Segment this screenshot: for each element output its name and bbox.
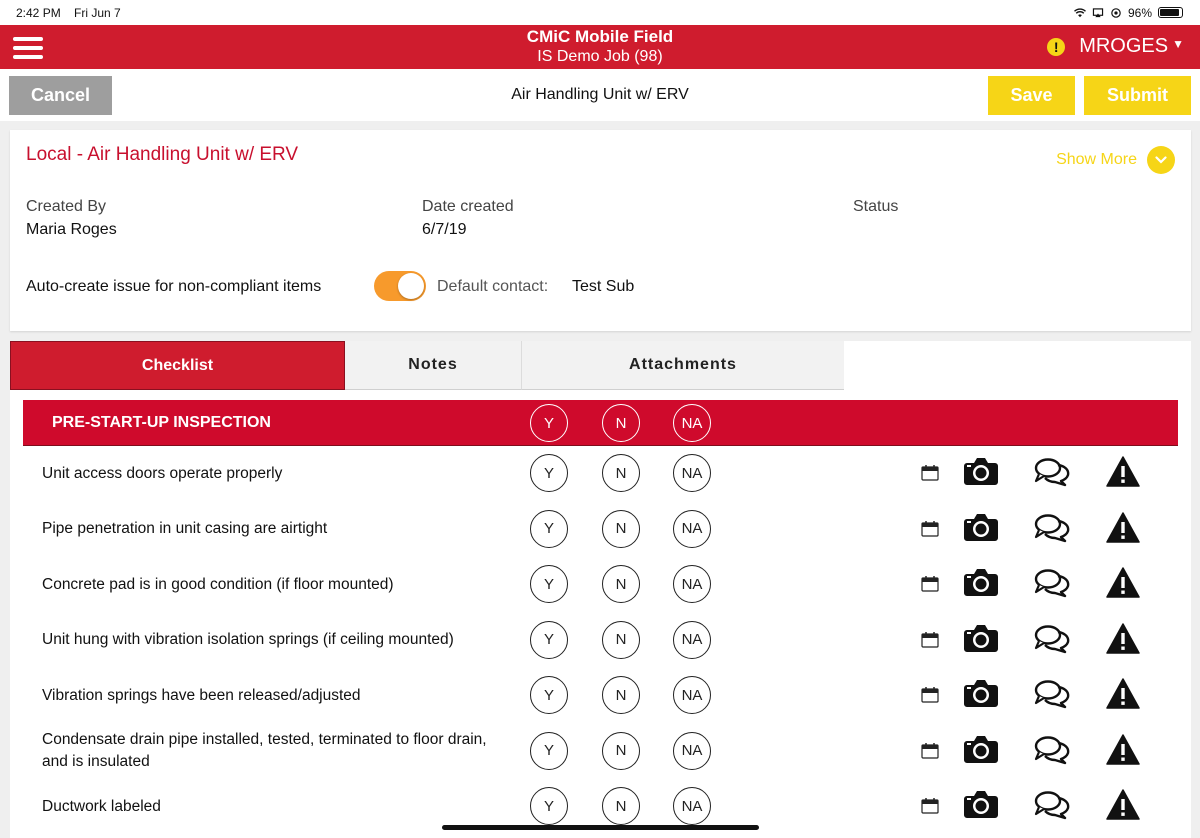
camera-icon[interactable] xyxy=(963,678,999,713)
app-title: CMiC Mobile Field xyxy=(526,27,674,46)
save-button[interactable]: Save xyxy=(988,76,1075,115)
toggle-knob xyxy=(398,273,424,299)
checklist-item-label: Pipe penetration in unit casing are airtight xyxy=(42,520,328,537)
section-yes-all-button[interactable]: Y xyxy=(530,404,568,442)
form-title: Air Handling Unit w/ ERV xyxy=(511,86,689,103)
tab-attachments[interactable]: Attachments xyxy=(522,341,844,390)
status-date: Fri Jun 7 xyxy=(74,5,121,20)
na-button[interactable]: NA xyxy=(673,676,711,714)
warning-icon[interactable] xyxy=(1106,456,1140,492)
auto-create-label: Auto-create issue for non-compliant items xyxy=(26,278,322,295)
warning-icon[interactable] xyxy=(1106,567,1140,603)
comments-icon[interactable] xyxy=(1034,735,1070,770)
na-button[interactable]: NA xyxy=(673,454,711,492)
calendar-icon[interactable] xyxy=(921,520,939,542)
yes-button[interactable]: Y xyxy=(530,621,568,659)
status-label: Status xyxy=(853,198,899,215)
warning-icon[interactable] xyxy=(1106,678,1140,714)
checklist-row xyxy=(10,668,1191,723)
no-button[interactable]: N xyxy=(602,732,640,770)
no-button[interactable]: N xyxy=(602,787,640,825)
no-button[interactable]: N xyxy=(602,565,640,603)
app-header xyxy=(0,25,1200,69)
show-more-label[interactable]: Show More xyxy=(1056,151,1137,168)
no-button[interactable]: N xyxy=(602,510,640,548)
checklist-row xyxy=(10,724,1191,779)
calendar-icon[interactable] xyxy=(921,686,939,708)
checklist-row xyxy=(10,613,1191,668)
date-created-label: Date created xyxy=(422,198,514,215)
na-button[interactable]: NA xyxy=(673,621,711,659)
checklist-item-label: Unit hung with vibration isolation springs (if ceiling mounted) xyxy=(42,631,454,648)
yes-button[interactable]: Y xyxy=(530,787,568,825)
checklist-item-label: Unit access doors operate properly xyxy=(42,464,283,482)
header-title-block xyxy=(0,27,1200,67)
checklist-item-label: Ductwork labeled xyxy=(42,797,161,815)
comments-icon[interactable] xyxy=(1034,790,1070,825)
caret-down-icon[interactable]: ▼ xyxy=(1172,36,1184,51)
job-name: IS Demo Job (98) xyxy=(537,48,663,65)
yes-button[interactable]: Y xyxy=(530,565,568,603)
tab-notes[interactable]: Notes xyxy=(345,341,522,390)
camera-icon[interactable] xyxy=(963,567,999,602)
submit-button[interactable]: Submit xyxy=(1084,76,1191,115)
na-button[interactable]: NA xyxy=(673,565,711,603)
user-menu[interactable] xyxy=(1047,35,1184,58)
alert-icon[interactable]: ! xyxy=(1047,38,1065,56)
na-button[interactable]: NA xyxy=(673,732,711,770)
default-contact-label: Default contact: xyxy=(437,278,549,295)
calendar-icon[interactable] xyxy=(921,575,939,597)
auto-create-toggle[interactable] xyxy=(374,271,426,301)
camera-icon[interactable] xyxy=(963,512,999,547)
camera-icon[interactable] xyxy=(963,623,999,658)
na-button[interactable]: NA xyxy=(673,510,711,548)
created-by-value: Maria Roges xyxy=(26,221,117,238)
created-by-label: Created By xyxy=(26,198,107,215)
comments-icon[interactable] xyxy=(1034,568,1070,603)
checklist-item-label: Condensate drain pipe installed, tested, terminated to floor drain, and is insulated xyxy=(42,731,487,770)
checklist-title: Local - Air Handling Unit w/ ERV xyxy=(26,144,299,165)
status-bar-right xyxy=(1074,6,1183,20)
wifi-icon xyxy=(1074,8,1086,18)
form-info-card xyxy=(10,130,1191,331)
calendar-icon[interactable] xyxy=(921,631,939,653)
no-button[interactable]: N xyxy=(602,676,640,714)
no-button[interactable]: N xyxy=(602,454,640,492)
camera-icon[interactable] xyxy=(963,456,999,491)
calendar-icon[interactable] xyxy=(921,742,939,764)
yes-button[interactable]: Y xyxy=(530,676,568,714)
checklist-panel xyxy=(10,390,1191,838)
cancel-button[interactable]: Cancel xyxy=(9,76,112,115)
home-indicator xyxy=(442,825,759,830)
no-button[interactable]: N xyxy=(602,621,640,659)
section-header xyxy=(23,400,1178,446)
date-created-value: 6/7/19 xyxy=(422,221,467,238)
status-bar-left xyxy=(16,6,131,20)
camera-icon[interactable] xyxy=(963,789,999,824)
show-more-button[interactable] xyxy=(1056,146,1175,174)
tab-bar xyxy=(10,341,1191,390)
default-contact-value[interactable]: Test Sub xyxy=(572,278,635,295)
comments-icon[interactable] xyxy=(1034,513,1070,548)
chevron-down-icon[interactable] xyxy=(1147,146,1175,174)
checklist-item-label: Vibration springs have been released/adjusted xyxy=(42,686,361,704)
checklist-item-label: Concrete pad is in good condition (if floor mounted) xyxy=(42,575,394,593)
yes-button[interactable]: Y xyxy=(530,510,568,548)
battery-icon xyxy=(1158,7,1183,18)
comments-icon[interactable] xyxy=(1034,457,1070,492)
warning-icon[interactable] xyxy=(1106,734,1140,770)
section-no-all-button[interactable]: N xyxy=(602,404,640,442)
warning-icon[interactable] xyxy=(1106,512,1140,548)
comments-icon[interactable] xyxy=(1034,679,1070,714)
battery-percent: 96% xyxy=(1127,5,1152,20)
checklist-row xyxy=(10,446,1191,501)
yes-button[interactable]: Y xyxy=(530,454,568,492)
screen-mirroring-icon xyxy=(1092,8,1104,18)
yes-button[interactable]: Y xyxy=(530,732,568,770)
camera-icon[interactable] xyxy=(963,734,999,769)
calendar-icon[interactable] xyxy=(921,464,939,486)
checklist-row xyxy=(10,502,1191,557)
calendar-icon[interactable] xyxy=(921,797,939,819)
location-icon xyxy=(1110,8,1122,18)
form-toolbar xyxy=(0,69,1200,121)
section-na-all-button[interactable]: NA xyxy=(673,404,711,442)
na-button[interactable]: NA xyxy=(673,787,711,825)
section-title: PRE-START-UP INSPECTION xyxy=(52,414,271,431)
comments-icon[interactable] xyxy=(1034,624,1070,659)
user-name[interactable]: MROGES xyxy=(1079,35,1169,57)
warning-icon[interactable] xyxy=(1106,623,1140,659)
status-bar xyxy=(0,0,1200,25)
tab-checklist[interactable]: Checklist xyxy=(10,341,345,390)
warning-icon[interactable] xyxy=(1106,789,1140,825)
checklist-row xyxy=(10,557,1191,612)
status-time: 2:42 PM xyxy=(16,5,61,20)
